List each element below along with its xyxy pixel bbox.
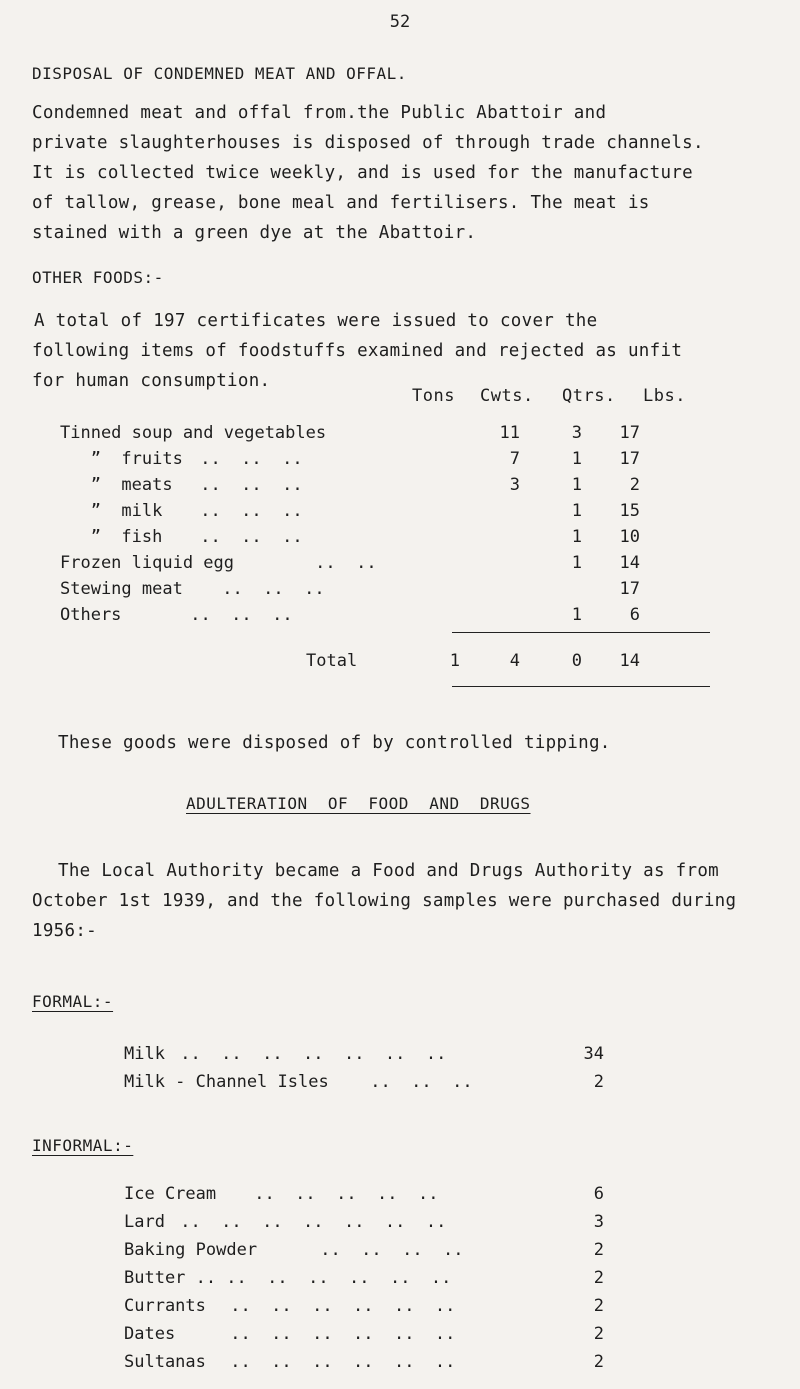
item-label: ” fruits xyxy=(60,449,183,469)
total-rule-bottom xyxy=(452,686,710,687)
sample-count: 2 xyxy=(593,1240,604,1260)
cwts-value: 3 xyxy=(509,475,520,495)
sample-label: Sultanas xyxy=(124,1352,206,1372)
leader-dots: .. .. .. xyxy=(190,527,303,547)
table-row xyxy=(60,446,720,472)
sample-label: Milk - Channel Isles xyxy=(124,1072,329,1092)
leader-dots: .. .. .. xyxy=(212,579,325,599)
item-label: ” milk xyxy=(60,501,163,521)
disposal-note: These goods were disposed of by controlled tipping. xyxy=(58,733,611,753)
leader-dots: .. .. .. .. .. .. xyxy=(220,1324,456,1344)
sample-label: Lard xyxy=(124,1212,165,1232)
table-row xyxy=(60,472,720,498)
list-item xyxy=(124,1180,624,1208)
total-qtrs: 0 xyxy=(571,651,582,671)
paragraph-line: following items of foodstuffs examined and rejected as unfit xyxy=(32,341,683,361)
table-row xyxy=(60,524,720,550)
other-foods-paragraph xyxy=(32,306,682,396)
sample-count: 2 xyxy=(593,1268,604,1288)
lbs-value: 6 xyxy=(629,605,640,625)
total-lbs: 14 xyxy=(619,651,640,671)
lbs-value: 17 xyxy=(619,423,640,443)
col-qtrs: Qtrs. xyxy=(562,386,616,406)
sample-label: Baking Powder xyxy=(124,1240,258,1260)
leader-dots: .. .. .. xyxy=(180,605,293,625)
col-cwts: Cwts. xyxy=(480,386,534,406)
other-foods-heading: OTHER FOODS:- xyxy=(32,268,164,287)
leader-dots: .. .. .. xyxy=(190,501,303,521)
lbs-value: 14 xyxy=(619,553,640,573)
qtrs-value: 1 xyxy=(571,605,582,625)
item-label: Frozen liquid egg xyxy=(60,553,234,573)
lbs-value: 10 xyxy=(619,527,640,547)
table-row xyxy=(60,420,720,446)
sample-count: 6 xyxy=(593,1184,604,1204)
leader-dots: .. .. .. .. .. xyxy=(244,1184,439,1204)
table-row xyxy=(60,498,720,524)
cwts-value: 11 xyxy=(499,423,520,443)
adulteration-heading: ADULTERATION OF FOOD AND DRUGS xyxy=(186,794,531,813)
informal-heading: INFORMAL:- xyxy=(32,1136,134,1155)
item-label: ” fish xyxy=(60,527,163,547)
leader-dots: .. .. .. .. .. .. xyxy=(220,1296,456,1316)
sample-count: 2 xyxy=(593,1296,604,1316)
sample-count: 2 xyxy=(593,1072,604,1092)
paragraph-line: private slaughterhouses is disposed of through trade channels. xyxy=(32,133,704,153)
leader-dots: .. .. .. .. xyxy=(310,1240,464,1260)
sample-count: 2 xyxy=(593,1324,604,1344)
list-item xyxy=(124,1292,624,1320)
paragraph-line: 1956:- xyxy=(32,921,98,941)
sample-label: Ice Cream xyxy=(124,1184,217,1204)
paragraph-line: of tallow, grease, bone meal and fertilisers. The meat is xyxy=(32,193,650,213)
table-row xyxy=(60,550,720,576)
leader-dots: .. .. .. .. .. .. .. xyxy=(170,1212,447,1232)
lbs-value: 17 xyxy=(619,579,640,599)
paragraph-line: stained with a green dye at the Abattoir. xyxy=(32,223,477,243)
list-item xyxy=(124,1264,624,1292)
leader-dots: .. .. xyxy=(264,553,377,573)
table-row xyxy=(60,576,720,602)
disposal-paragraph xyxy=(32,98,704,248)
leader-dots: .. .. .. .. .. .. .. xyxy=(170,1044,447,1064)
sample-label: Milk xyxy=(124,1044,165,1064)
qtrs-value: 3 xyxy=(571,423,582,443)
adulteration-paragraph xyxy=(32,856,736,946)
sample-label: Butter .. xyxy=(124,1268,217,1288)
paragraph-line: for human consumption. xyxy=(32,371,271,391)
sample-label: Currants xyxy=(124,1296,206,1316)
item-label: Stewing meat xyxy=(60,579,183,599)
qtrs-value: 1 xyxy=(571,475,582,495)
sample-label: Dates xyxy=(124,1324,176,1344)
sample-count: 2 xyxy=(593,1352,604,1372)
lbs-value: 2 xyxy=(629,475,640,495)
sample-count: 3 xyxy=(593,1212,604,1232)
list-item xyxy=(124,1236,624,1264)
qtrs-value: 1 xyxy=(571,501,582,521)
list-item xyxy=(124,1320,624,1348)
disposal-heading: DISPOSAL OF CONDEMNED MEAT AND OFFAL. xyxy=(32,64,407,83)
total-row xyxy=(60,648,720,674)
total-tons: 1 xyxy=(449,651,460,671)
item-label: ” meats xyxy=(60,475,173,495)
total-cwts: 4 xyxy=(509,651,520,671)
cwts-value: 7 xyxy=(509,449,520,469)
paragraph-line: A total of 197 certificates were issued to cover the xyxy=(34,311,598,331)
list-item xyxy=(124,1040,624,1068)
page-number: 52 xyxy=(389,12,411,32)
item-label: Others xyxy=(60,605,122,625)
list-item xyxy=(124,1208,624,1236)
paragraph-line: Condemned meat and offal from.the Public Abattoir and xyxy=(32,103,607,123)
lbs-value: 15 xyxy=(619,501,640,521)
paragraph-line: The Local Authority became a Food and Drugs Authority as from xyxy=(58,861,719,881)
col-tons: Tons xyxy=(412,386,455,406)
qtrs-value: 1 xyxy=(571,527,582,547)
paragraph-line: It is collected twice weekly, and is used for the manufacture xyxy=(32,163,693,183)
leader-dots: .. .. .. xyxy=(360,1072,473,1092)
paragraph-line: October 1st 1939, and the following samples were purchased during xyxy=(32,891,737,911)
qtrs-value: 1 xyxy=(571,553,582,573)
sample-count: 34 xyxy=(583,1044,604,1064)
lbs-value: 17 xyxy=(619,449,640,469)
total-rule-top xyxy=(452,632,710,633)
leader-dots: .. .. .. .. .. .. xyxy=(220,1352,456,1372)
leader-dots: .. .. .. .. .. .. xyxy=(216,1268,452,1288)
list-item xyxy=(124,1348,624,1376)
leader-dots: .. .. .. xyxy=(190,449,303,469)
item-label: Tinned soup and vegetables xyxy=(60,423,327,443)
formal-heading: FORMAL:- xyxy=(32,992,114,1011)
qtrs-value: 1 xyxy=(571,449,582,469)
col-lbs: Lbs. xyxy=(643,386,686,406)
table-row xyxy=(60,602,720,628)
list-item xyxy=(124,1068,624,1096)
leader-dots: .. .. .. xyxy=(190,475,303,495)
total-label: Total xyxy=(306,651,358,671)
